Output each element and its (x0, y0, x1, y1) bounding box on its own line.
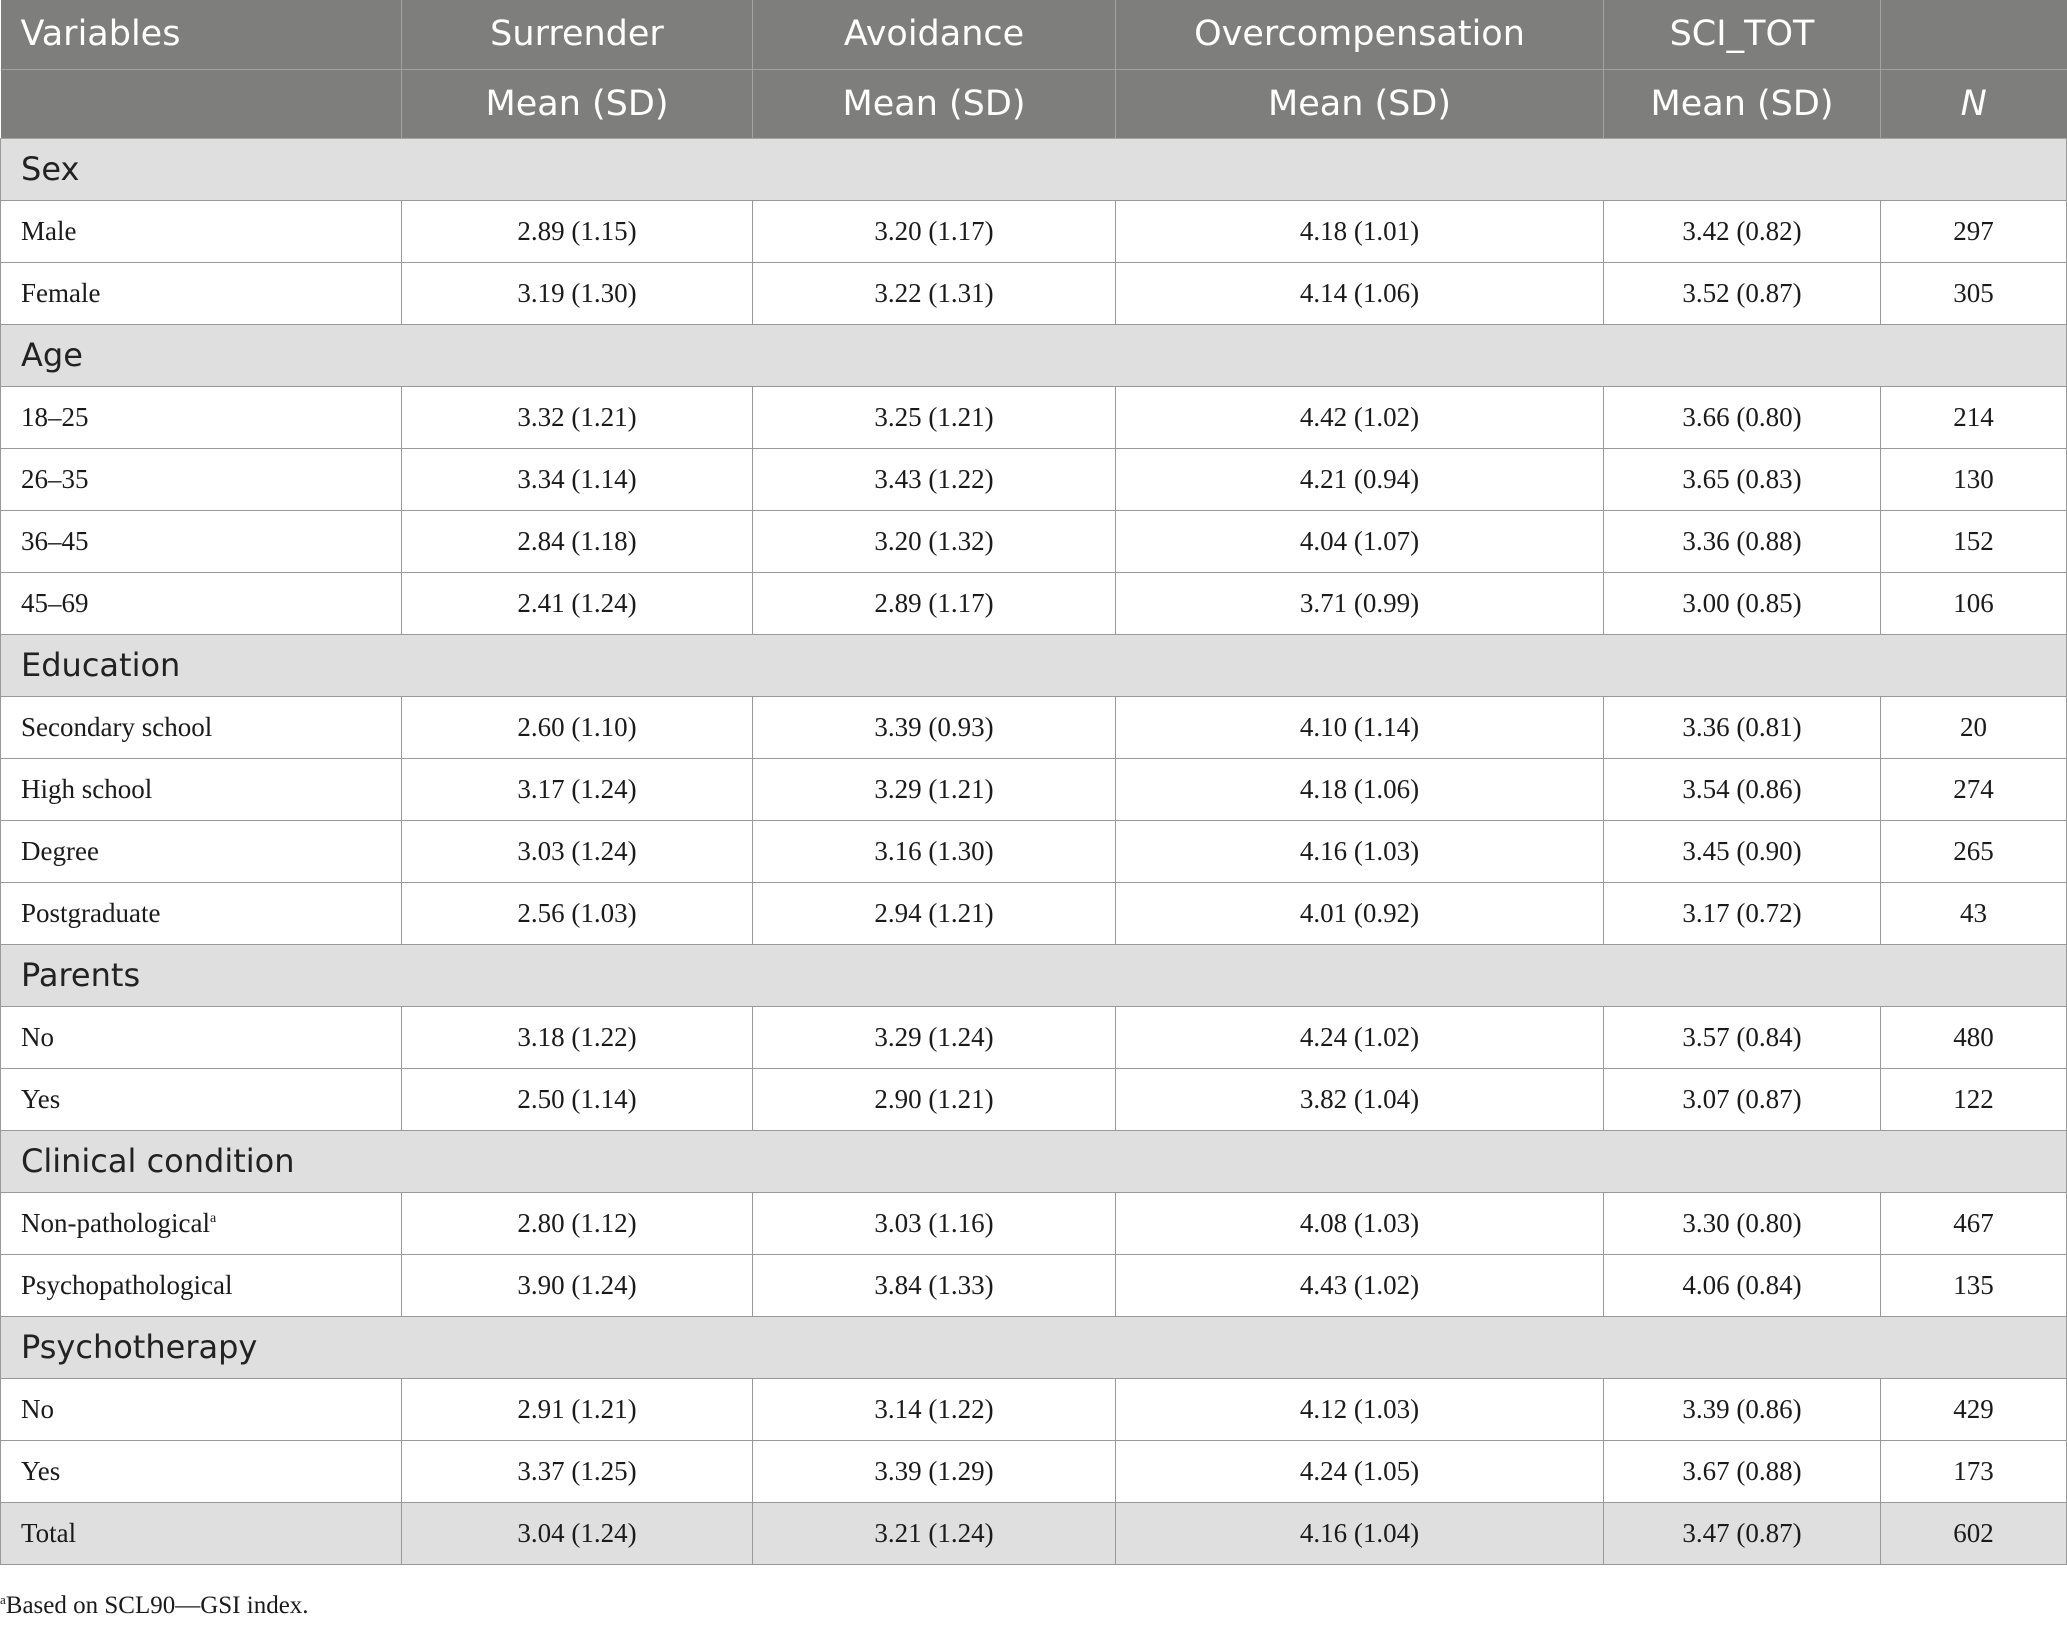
value-cell: 3.17 (0.72) (1604, 882, 1881, 944)
group-header-row (1, 1316, 2067, 1378)
value-cell: 3.34 (1.14) (402, 448, 753, 510)
value-cell: 4.06 (0.84) (1604, 1254, 1881, 1316)
value-cell: 3.25 (1.21) (753, 386, 1116, 448)
value-cell: 3.22 (1.31) (753, 262, 1116, 324)
value-cell: 4.24 (1.05) (1116, 1440, 1604, 1502)
value-cell: 3.03 (1.16) (753, 1192, 1116, 1254)
table-row (1, 758, 2067, 820)
value-cell: 3.18 (1.22) (402, 1006, 753, 1068)
group-title: Parents (1, 944, 2067, 1006)
row-label: Secondary school (21, 711, 213, 742)
value-cell: 3.20 (1.32) (753, 510, 1116, 572)
value-cell: 3.65 (0.83) (1604, 448, 1881, 510)
row-label: No (21, 1021, 54, 1052)
value-cell: 2.80 (1.12) (402, 1192, 753, 1254)
total-value-cell: 3.21 (1.24) (753, 1502, 1116, 1564)
footnote-mark: a (0, 1592, 6, 1607)
header-mean-sd-surrender: Mean (SD) (402, 69, 753, 138)
value-cell: 4.12 (1.03) (1116, 1378, 1604, 1440)
row-label-cell (1, 820, 402, 882)
total-value-cell: 602 (1881, 1502, 2067, 1564)
footnote-text: Based on SCL90—GSI index. (5, 1592, 309, 1619)
row-label: Postgraduate (21, 897, 161, 928)
value-cell: 135 (1881, 1254, 2067, 1316)
value-cell: 3.37 (1.25) (402, 1440, 753, 1502)
row-label: Yes (21, 1083, 61, 1114)
value-cell: 4.43 (1.02) (1116, 1254, 1604, 1316)
value-cell: 152 (1881, 510, 2067, 572)
table-row (1, 1440, 2067, 1502)
row-label-cell (1, 882, 402, 944)
value-cell: 4.24 (1.02) (1116, 1006, 1604, 1068)
row-label-cell (1, 448, 402, 510)
value-cell: 3.14 (1.22) (753, 1378, 1116, 1440)
table-row (1, 448, 2067, 510)
value-cell: 3.03 (1.24) (402, 820, 753, 882)
value-cell: 130 (1881, 448, 2067, 510)
value-cell: 3.71 (0.99) (1116, 572, 1604, 634)
value-cell: 3.54 (0.86) (1604, 758, 1881, 820)
group-title: Sex (1, 138, 2067, 200)
value-cell: 3.29 (1.24) (753, 1006, 1116, 1068)
value-cell: 214 (1881, 386, 2067, 448)
value-cell: 297 (1881, 200, 2067, 262)
table-row (1, 820, 2067, 882)
value-cell: 3.07 (0.87) (1604, 1068, 1881, 1130)
table-row (1, 696, 2067, 758)
row-label: No (21, 1393, 54, 1424)
value-cell: 3.67 (0.88) (1604, 1440, 1881, 1502)
table-row (1, 1378, 2067, 1440)
value-cell: 274 (1881, 758, 2067, 820)
value-cell: 4.04 (1.07) (1116, 510, 1604, 572)
value-cell: 3.43 (1.22) (753, 448, 1116, 510)
group-header-row (1, 1130, 2067, 1192)
value-cell: 2.84 (1.18) (402, 510, 753, 572)
value-cell: 2.89 (1.17) (753, 572, 1116, 634)
group-title: Clinical condition (1, 1130, 2067, 1192)
row-label: Female (21, 277, 101, 308)
value-cell: 3.42 (0.82) (1604, 200, 1881, 262)
value-cell: 3.57 (0.84) (1604, 1006, 1881, 1068)
total-value-cell: 3.04 (1.24) (402, 1502, 753, 1564)
row-label: High school (21, 773, 153, 804)
group-header-row (1, 634, 2067, 696)
row-label: Male (21, 215, 77, 246)
value-cell: 2.41 (1.24) (402, 572, 753, 634)
group-title: Education (1, 634, 2067, 696)
row-label-cell (1, 696, 402, 758)
value-cell: 429 (1881, 1378, 2067, 1440)
value-cell: 3.16 (1.30) (753, 820, 1116, 882)
row-label: Degree (21, 835, 99, 866)
value-cell: 2.89 (1.15) (402, 200, 753, 262)
row-label-cell (1, 1254, 402, 1316)
value-cell: 3.20 (1.17) (753, 200, 1116, 262)
table-row (1, 1254, 2067, 1316)
row-label: 36–45 (21, 525, 89, 556)
row-label: Psychopathological (21, 1269, 233, 1300)
value-cell: 3.30 (0.80) (1604, 1192, 1881, 1254)
header-mean-sd-sci-tot: Mean (SD) (1604, 69, 1881, 138)
total-value-cell: 3.47 (0.87) (1604, 1502, 1881, 1564)
table-row (1, 386, 2067, 448)
value-cell: 3.90 (1.24) (402, 1254, 753, 1316)
footnote-marker: a (209, 1210, 217, 1226)
value-cell: 2.94 (1.21) (753, 882, 1116, 944)
value-cell: 3.39 (1.29) (753, 1440, 1116, 1502)
value-cell: 3.39 (0.93) (753, 696, 1116, 758)
group-header-row (1, 138, 2067, 200)
value-cell: 3.45 (0.90) (1604, 820, 1881, 882)
row-label-cell (1, 510, 402, 572)
group-title: Age (1, 324, 2067, 386)
row-label-cell (1, 1440, 402, 1502)
value-cell: 2.60 (1.10) (402, 696, 753, 758)
row-label-cell (1, 200, 402, 262)
table-row (1, 1006, 2067, 1068)
value-cell: 2.91 (1.21) (402, 1378, 753, 1440)
value-cell: 3.36 (0.81) (1604, 696, 1881, 758)
value-cell: 43 (1881, 882, 2067, 944)
header-surrender: Surrender (402, 0, 753, 69)
value-cell: 20 (1881, 696, 2067, 758)
row-label-cell (1, 1378, 402, 1440)
header-mean-sd-avoidance: Mean (SD) (753, 69, 1116, 138)
value-cell: 4.01 (0.92) (1116, 882, 1604, 944)
header-overcompensation: Overcompensation (1116, 0, 1604, 69)
value-cell: 480 (1881, 1006, 2067, 1068)
value-cell: 265 (1881, 820, 2067, 882)
value-cell: 305 (1881, 262, 2067, 324)
row-label: Yes (21, 1455, 61, 1486)
value-cell: 4.42 (1.02) (1116, 386, 1604, 448)
value-cell: 173 (1881, 1440, 2067, 1502)
value-cell: 4.18 (1.01) (1116, 200, 1604, 262)
value-cell: 3.66 (0.80) (1604, 386, 1881, 448)
group-header-row (1, 944, 2067, 1006)
header-empty (1881, 0, 2067, 69)
table-footnote (0, 1592, 309, 1620)
row-label-cell (1, 386, 402, 448)
row-label-cell (1, 262, 402, 324)
total-row (1, 1502, 2067, 1564)
value-cell: 4.08 (1.03) (1116, 1192, 1604, 1254)
value-cell: 4.16 (1.03) (1116, 820, 1604, 882)
value-cell: 2.50 (1.14) (402, 1068, 753, 1130)
value-cell: 4.14 (1.06) (1116, 262, 1604, 324)
header-n: N (1881, 69, 2067, 138)
table-row (1, 882, 2067, 944)
value-cell: 3.36 (0.88) (1604, 510, 1881, 572)
row-label: 18–25 (21, 401, 89, 432)
row-label: 26–35 (21, 463, 89, 494)
header-row-variables (1, 0, 2067, 69)
header-avoidance: Avoidance (753, 0, 1116, 69)
table-row (1, 572, 2067, 634)
header-row-stats (1, 69, 2067, 138)
value-cell: 122 (1881, 1068, 2067, 1130)
value-cell: 3.84 (1.33) (753, 1254, 1116, 1316)
value-cell: 3.00 (0.85) (1604, 572, 1881, 634)
value-cell: 3.39 (0.86) (1604, 1378, 1881, 1440)
total-label: Total (1, 1502, 402, 1564)
header-mean-sd-overcompensation: Mean (SD) (1116, 69, 1604, 138)
header-variables: Variables (1, 0, 402, 69)
table-row (1, 510, 2067, 572)
row-label-cell (1, 1006, 402, 1068)
value-cell: 3.82 (1.04) (1116, 1068, 1604, 1130)
value-cell: 3.29 (1.21) (753, 758, 1116, 820)
row-label: Non-pathological (21, 1207, 210, 1238)
value-cell: 467 (1881, 1192, 2067, 1254)
group-header-row (1, 324, 2067, 386)
value-cell: 4.18 (1.06) (1116, 758, 1604, 820)
table-row (1, 1068, 2067, 1130)
header-sci-tot: SCI_TOT (1604, 0, 1881, 69)
table-row (1, 262, 2067, 324)
table-row (1, 200, 2067, 262)
total-value-cell: 4.16 (1.04) (1116, 1502, 1604, 1564)
value-cell: 3.17 (1.24) (402, 758, 753, 820)
value-cell: 3.19 (1.30) (402, 262, 753, 324)
value-cell: 2.90 (1.21) (753, 1068, 1116, 1130)
row-label-cell (1, 1192, 402, 1254)
group-title: Psychotherapy (1, 1316, 2067, 1378)
value-cell: 3.52 (0.87) (1604, 262, 1881, 324)
row-label: 45–69 (21, 587, 89, 618)
value-cell: 4.21 (0.94) (1116, 448, 1604, 510)
table-row (1, 1192, 2067, 1254)
value-cell: 3.32 (1.21) (402, 386, 753, 448)
row-label-cell (1, 1068, 402, 1130)
value-cell: 106 (1881, 572, 2067, 634)
row-label-cell (1, 572, 402, 634)
value-cell: 2.56 (1.03) (402, 882, 753, 944)
header-stats-empty (1, 69, 402, 138)
value-cell: 4.10 (1.14) (1116, 696, 1604, 758)
row-label-cell (1, 758, 402, 820)
